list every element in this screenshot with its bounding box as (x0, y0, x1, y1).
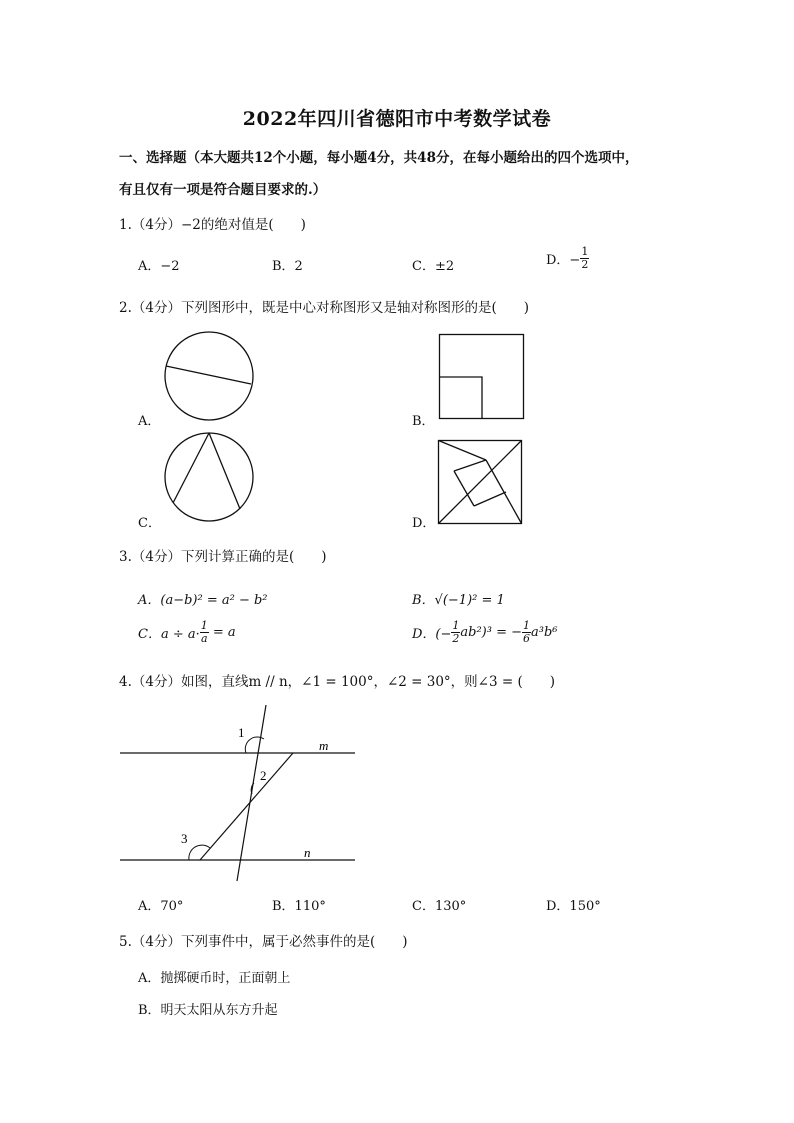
fraction-denominator: 6 (523, 632, 531, 645)
question-4-option-b: B．110° (272, 899, 326, 914)
question-3-option-d-middle: ab²)³ = − (460, 625, 523, 640)
fraction-denominator: 2 (581, 258, 589, 271)
question-2-stem: 2.（4分）下列图形中，既是中心对称图形又是轴对称图形的是( ) (119, 300, 530, 316)
question-3-option-c (138, 620, 236, 645)
question-2-option-b-label: B． (412, 414, 435, 429)
question-2-option-c-label: C． (138, 516, 161, 531)
question-3-option-c-suffix: = a (208, 625, 236, 640)
figure-4-parallel-lines-angles (118, 700, 358, 885)
question-5-option-b: B．明天太阳从东方升起 (138, 1003, 278, 1018)
fraction-numerator: 1 (452, 619, 460, 632)
question-1-option-d-fraction (580, 246, 589, 271)
question-3-option-d-suffix: a³b⁶ (531, 625, 558, 640)
question-4-option-c: C．130° (412, 899, 467, 914)
figure-2d-square-with-pinwheel (438, 440, 522, 524)
question-5-option-a: A．抛掷硬币时，正面朝上 (138, 971, 291, 986)
question-1-option-a: A．−2 (138, 259, 180, 274)
question-3-option-c-prefix: C．a ÷ a· (138, 627, 200, 642)
question-1-option-c: C．±2 (412, 259, 455, 274)
question-1-option-b: B．2 (272, 259, 303, 274)
paper-title: 2022年四川省德阳市中考数学试卷 (242, 108, 552, 130)
fraction-denominator: a (200, 632, 208, 645)
question-3-option-b: B．√(−1)² = 1 (412, 593, 505, 608)
question-1-option-d (546, 246, 589, 271)
figure-2a-circle-with-chord (164, 331, 254, 421)
line-n-label: n (304, 845, 311, 860)
question-4-stem: 4.（4分）如图，直线m // n，∠1 = 100°，∠2 = 30°，则∠3 = ( ) (119, 674, 556, 690)
section-instructions-line-1: 一、选择题（本大题共12个小题，每小题4分，共48分，在每小题给出的四个选项中， (119, 150, 639, 166)
question-1-option-d-label: D．− (546, 253, 581, 268)
question-1-stem: 1.（4分）−2的绝对值是( ) (119, 217, 306, 233)
question-3-stem: 3.（4分）下列计算正确的是( ) (119, 549, 327, 565)
question-2-option-a-label: A． (138, 414, 161, 429)
question-3-option-d-fraction-2 (522, 620, 531, 645)
fraction-numerator: 1 (523, 619, 531, 632)
angle-2-label: 2 (260, 768, 267, 783)
question-5-stem: 5.（4分）下列事件中，属于必然事件的是( ) (119, 934, 408, 950)
angle-3-label: 3 (181, 831, 188, 846)
question-2-option-d-label: D． (412, 516, 436, 531)
fraction-denominator: 2 (452, 632, 460, 645)
line-m-label: m (319, 738, 329, 753)
question-3-option-d (412, 620, 558, 645)
fraction-numerator: 1 (200, 619, 208, 632)
section-instructions-line-2: 有且仅有一项是符合题目要求的.） (119, 182, 327, 198)
question-3-option-a: A．(a−b)² = a² − b² (138, 593, 268, 608)
question-3-option-d-prefix: D．(− (412, 627, 452, 642)
figure-2c-circle-with-inscribed-angle (164, 432, 254, 522)
angle-1-label: 1 (238, 725, 245, 740)
question-3-option-c-fraction (200, 620, 209, 645)
figure-2b-square-with-inner-corner (439, 334, 525, 420)
question-4-option-d: D．150° (546, 899, 601, 914)
question-4-option-a: A．70° (138, 899, 184, 914)
fraction-numerator: 1 (581, 245, 589, 258)
